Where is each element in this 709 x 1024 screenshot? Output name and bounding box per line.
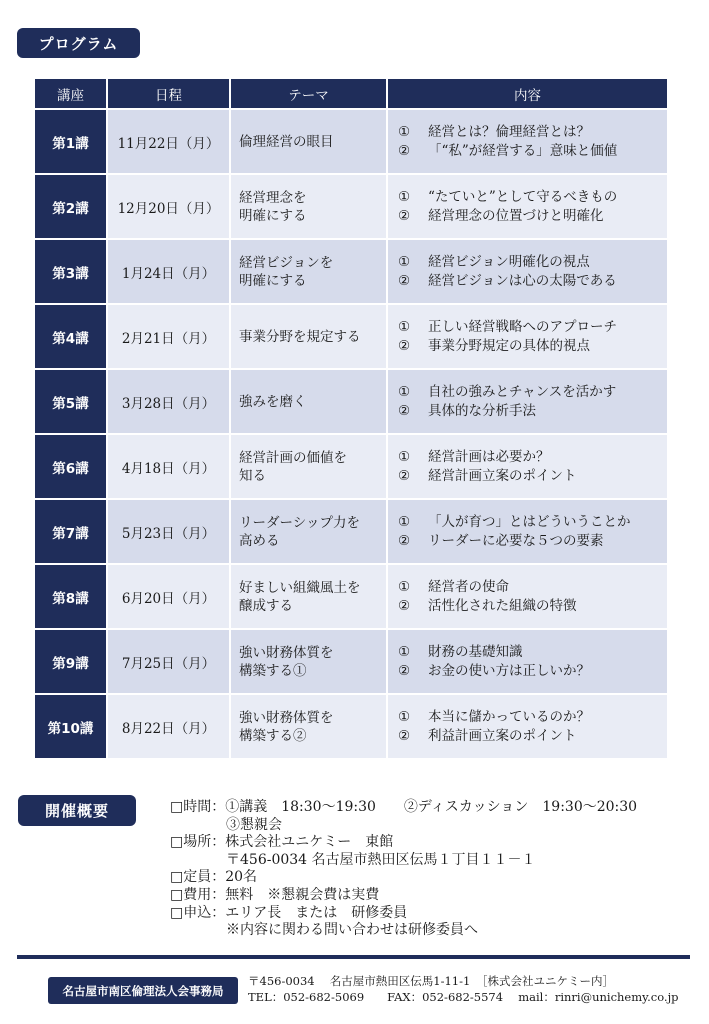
theme-line: 強い財務体質を [239,709,334,726]
lecture-content [387,304,667,369]
theme-line: 醸成する [239,597,293,614]
lecture-theme [230,239,387,304]
lecture-content [387,499,667,564]
item-text: 正しい経営戦略へのアプローチ [428,318,617,335]
lecture-number: 第10講 [35,694,107,758]
overview-line: ※内容に関わる問い合わせは研修委員へ [170,922,478,939]
item-marker: ② [398,532,411,549]
overview-details [170,799,637,940]
content-item [398,188,667,207]
lecture-content [387,239,667,304]
table-row [35,109,667,174]
theme-line: 事業分野を規定する [239,328,361,345]
theme-line: リーダーシップ力を [239,514,360,531]
lecture-date: 3月28日（月） [107,369,230,434]
item-text: 利益計画立案のポイント [428,727,577,744]
lecture-content [387,564,667,629]
lecture-content [387,434,667,499]
lecture-content [387,694,667,758]
theme-line: 倫理経営の眼目 [239,133,334,150]
content-item [398,207,667,226]
theme-line: 知る [239,467,266,484]
item-text: 財務の基礎知識 [428,643,523,660]
lecture-number: 第2講 [35,174,107,239]
item-text: 経営者の使命 [428,578,509,595]
item-text: 活性化された組織の特徴 [428,597,577,614]
lecture-theme [230,629,387,694]
footer-divider [17,955,690,959]
content-item [398,467,667,486]
lecture-number: 第5講 [35,369,107,434]
lecture-date: 8月22日（月） [107,694,230,758]
item-marker: ① [398,578,411,595]
lecture-number: 第9講 [35,629,107,694]
content-item [398,318,667,337]
lecture-theme [230,109,387,174]
lecture-number: 第8講 [35,564,107,629]
lecture-number: 第7講 [35,499,107,564]
lecture-date: 2月21日（月） [107,304,230,369]
item-marker: ① [398,253,411,270]
content-item [398,402,667,421]
item-marker: ① [398,383,411,400]
lecture-theme [230,564,387,629]
theme-line: 経営理念を [239,189,307,206]
item-marker: ② [398,337,411,354]
lecture-number: 第1講 [35,109,107,174]
item-marker: ② [398,662,411,679]
lecture-number: 第4講 [35,304,107,369]
overview-line: □時間：①講義 18:30～19:30 ②ディスカッション 19:30～20:30 [170,799,638,815]
item-text: “たていと”として守るべきもの [428,188,618,205]
overview-heading: 開催概要 [18,795,136,826]
item-marker: ② [398,402,411,419]
lecture-theme [230,499,387,564]
footer-line: 〒456-0034 名古屋市熱田区伝馬1-11-1 ［株式会社ユニケミー内］ [248,974,615,988]
item-marker: ② [398,272,411,289]
program-heading: プログラム [17,28,140,58]
content-item [398,578,667,597]
item-marker: ① [398,188,411,205]
content-item [398,337,667,356]
content-item [398,272,667,291]
theme-line: 構築する① [239,662,307,679]
item-text: 経営計画立案のポイント [428,467,577,484]
item-text: 経営ビジョンは心の太陽である [428,272,617,289]
table-row [35,434,667,499]
item-text: リーダーに必要な５つの要素 [428,532,604,549]
lecture-number: 第3講 [35,239,107,304]
footer-line: TEL：052-682-5069 FAX：052-682-5574 mail：rinri@unichemy.co.jp [248,990,679,1004]
lecture-content [387,369,667,434]
lecture-date: 4月18日（月） [107,434,230,499]
content-item [398,253,667,272]
lecture-date: 1月24日（月） [107,239,230,304]
theme-line: 強みを磨く [239,393,307,410]
theme-line: 強い財務体質を [239,644,334,661]
content-item [398,383,667,402]
item-text: 経営ビジョン明確化の視点 [428,253,590,270]
item-marker: ② [398,207,411,224]
theme-line: 好ましい組織風土を [239,579,361,596]
content-item [398,123,667,142]
item-text: 具体的な分析手法 [428,402,536,419]
table-row [35,239,667,304]
program-table-container [35,79,667,758]
item-text: 経営計画は必要か？ [428,448,550,465]
theme-line: 構築する② [239,727,307,744]
lecture-theme [230,694,387,758]
header-content: 内容 [387,79,667,109]
theme-line: 経営計画の価値を [239,449,347,466]
item-marker: ① [398,643,411,660]
table-row [35,369,667,434]
content-item [398,643,667,662]
overview-line: 〒456-0034 名古屋市熱田区伝馬１丁目１１－１ [170,851,536,868]
lecture-date: 12月20日（月） [107,174,230,239]
table-row [35,694,667,758]
overview-line: □定員：20名 [170,869,258,886]
content-item [398,727,667,746]
content-item [398,142,667,161]
content-item [398,708,667,727]
overview-line: □費用：無料 ※懇親会費は実費 [170,886,380,903]
lecture-content [387,174,667,239]
theme-line: 高める [239,532,280,549]
item-text: お金の使い方は正しいか？ [428,662,590,679]
header-theme: テーマ [230,79,387,109]
lecture-number: 第6講 [35,434,107,499]
item-marker: ② [398,142,411,159]
content-item [398,513,667,532]
content-item [398,597,667,616]
overview-line: □申込：エリア長 または 研修委員 [170,904,408,921]
item-text: 自社の強みとチャンスを活かす [428,383,617,400]
item-text: 「“私”が経営する」意味と価値 [428,142,618,159]
table-row [35,629,667,694]
lecture-content [387,109,667,174]
item-text: 経営理念の位置づけと明確化 [428,207,604,224]
lecture-theme [230,434,387,499]
lecture-date: 11月22日（月） [107,109,230,174]
lecture-date: 5月23日（月） [107,499,230,564]
table-row [35,564,667,629]
item-marker: ① [398,318,411,335]
table-header-row [35,79,667,109]
theme-line: 明確にする [239,207,307,224]
content-item [398,532,667,551]
lecture-theme [230,369,387,434]
item-text: 本当に儲かっているのか？ [428,708,590,725]
theme-line: 経営ビジョンを [239,254,334,271]
header-lecture: 講座 [35,79,107,109]
item-text: 「人が育つ」とはどういうことか [428,513,631,530]
lecture-content [387,629,667,694]
item-marker: ① [398,123,411,140]
item-text: 事業分野規定の具体的視点 [428,337,590,354]
content-item [398,448,667,467]
program-table [35,79,667,758]
overview-line: ③懇親会 [170,816,282,833]
table-body [35,109,667,758]
lecture-date: 7月25日（月） [107,629,230,694]
lecture-date: 6月20日（月） [107,564,230,629]
header-date: 日程 [107,79,230,109]
item-marker: ② [398,727,411,744]
table-row [35,499,667,564]
footer-org-badge: 名古屋市南区倫理法人会事務局 [48,977,238,1004]
table-row [35,304,667,369]
item-marker: ② [398,467,411,484]
item-text: 経営とは？倫理経営とは？ [428,123,590,140]
lecture-theme [230,174,387,239]
table-row [35,174,667,239]
lecture-theme [230,304,387,369]
footer-contact [248,973,679,1005]
item-marker: ① [398,448,411,465]
content-item [398,662,667,681]
item-marker: ① [398,708,411,725]
item-marker: ② [398,597,411,614]
item-marker: ① [398,513,411,530]
theme-line: 明確にする [239,272,307,289]
overview-line: □場所：株式会社ユニケミー 東館 [170,834,394,851]
